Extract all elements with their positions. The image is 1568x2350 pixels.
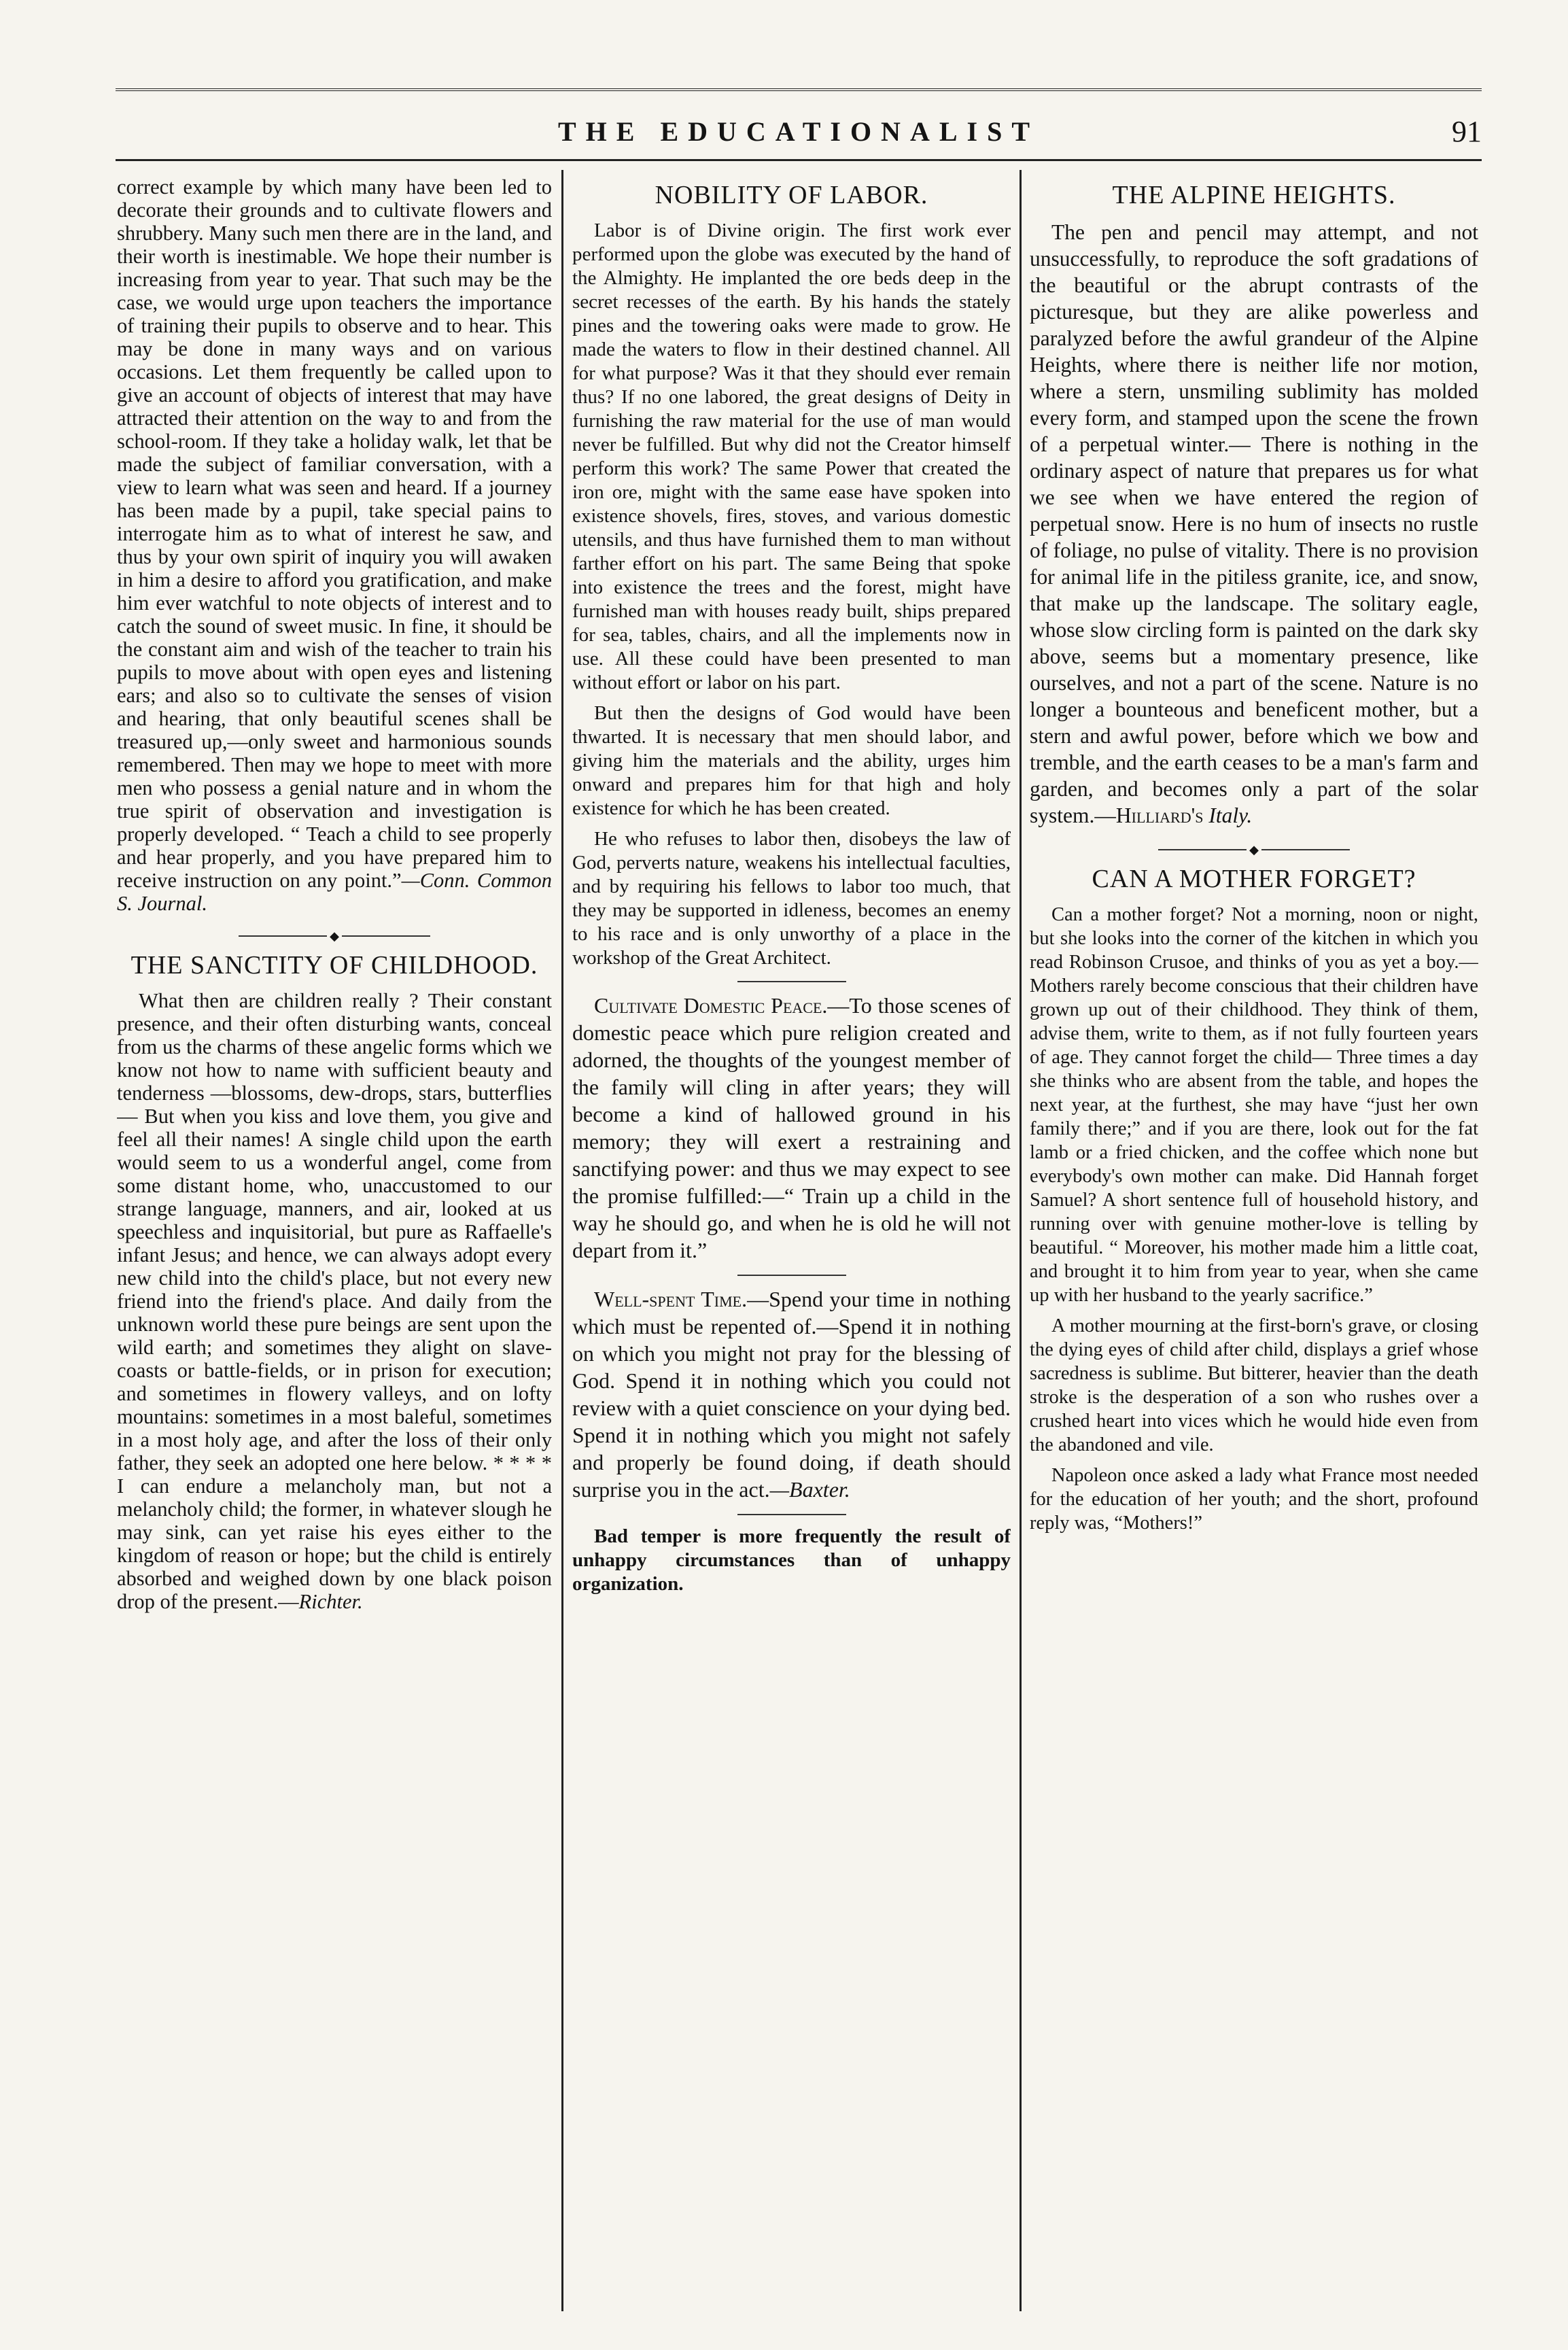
domestic-peace-body: —To those scenes of domestic peace which pure religion created and adorned, the thoughts of the youngest member of the family will cling in after years; they will become a kind of hallowed ground in his memory; they will exert a restraining and sanctifying power: and thus we may expect to see the promise fulfilled:—“ Train up a child in the way he should go, and when he is old he will not depart from it.” [572,993,1011,1262]
page-header [116,102,1482,156]
nobility-paragraph-2: But then the designs of God would have been thwarted. It is necessary that men should labor, and giving him the materials and the ability, urges him onward and prepares him for that high and holy existence for which he has been created. [572,702,1011,819]
alpine-article [1030,219,1478,829]
column-divider-2 [1020,170,1022,2311]
well-spent-time-body: —Spend your time in nothing which must be repented of.—Spend it in nothing on which you might not pray for the blessing of God. Spend it in nothing which you could not review with a quiet conscience on your dying bed. Spend it in nothing which you might not safely and properly be found doing, if death should surprise you in the act. [572,1287,1011,1502]
intro-article-source: —Conn. Common S. Journal. [117,869,552,915]
nobility-paragraph-1: Labor is of Divine origin. The first work ever performed upon the globe was executed by the hand of the Almighty. He implanted the ore beds deep in the secret recesses of the earth. By his hands the stately pines and the towering oaks were made to grow. He made the waters to flow in their destined channel. All for what purpose? Was it that they should ever remain thus? If no one labored, the great designs of Deity in furnishing the raw material for the use of man would never be fulfilled. But why did not the Creator himself perform this work? The same Power that created the iron ore, might with the same ease have spoken into existence shovels, fires, stoves, and various domestic utensils, and thus have furnished them to man without farther effort on his part. The same Being that spoke into existence the trees and the forest, might have furnished man with houses ready built, ships prepared for sea, tables, chairs, and all the implements now in use. All these could have been presented to man without effort or labor on his part. [572,220,1011,693]
sanctity-heading: THE SANCTITY OF CHILDHOOD. [130,951,538,980]
alpine-source-work: Italy. [1208,804,1253,827]
nobility-heading: NOBILITY OF LABOR. [655,181,928,209]
mother-paragraph-1: Can a mother forget? Not a morning, noon or night, but she looks into the corner of the kitchen in which you read Robinson Crusoe, and thinks of you as yet a boy.— Mothers rarely become conscious that their children have grown up out of their childhood. They think of them, advise them, write to them, as if not fully fourteen years of age. They cannot forget the child— Three times a day she thinks who are absent from the table, and hopes the next year, at the furthest, she may have “just her own family there;” and if you are there, look out for the fat lamb or a fried chicken, and the coffee which none but everybody's own mother can make. Did Hannah forget Samuel? A short sentence full of household history, and running over with genuine mother-love is telling by beautiful. “ Moreover, his mother made him a little coat, and brought it to him from year to year, when she came up with her husband to the yearly sacrifice.” [1030,903,1478,1306]
section-separator [737,981,846,982]
intro-article-text: correct example by which many have been led to decorate their grounds and to cultivate flowers and shrubbery. Many such men there are in the land, and their worth is inestimable. We hope their number is increasing from year to year. That such may be the case, we would urge upon teachers the importance of training their pupils to observe and to hear. This may be done in many ways and on various occasions. Let them frequently be called upon to give an account of objects of interest that may have attracted their attention on the way to and from the school-room. If they take a holiday walk, let that be made the subject of familiar conversation, with a view to learn what was seen and heard. If a journey has been made by a pupil, take special pains to interrogate him as to what of interest he saw, and thus by your own spirit of inquiry you will awaken in him a desire to afford you gratification, and make him ever watchful to note objects of interest and to catch the sound of sweet music. In fine, it should be the constant aim and wish of the teacher to train his pupils to move about with open eyes and listening ears; and also so to cultivate the senses of vision and hearing, that only beautiful scenes shall be treasured up,—only sweet and harmonious sounds remembered. Then may we hope to meet with more men who possess a genial nature and in whom the true spirit of observation and investigation is properly developed. “ Teach a child to see properly and hear properly, and you have prepared him to receive instruction on any point.” [117,175,552,892]
sanctity-source: Richter. [298,1590,363,1613]
alpine-heading: THE ALPINE HEIGHTS. [1112,181,1396,209]
section-separator [737,1514,846,1515]
well-spent-time-lead: Well-spent Time. [594,1287,748,1311]
sanctity-article [117,989,552,1613]
sanctity-body: What then are children really ? Their constant presence, and their often disturbing wants, conceal from us the charms of these angelic forms which we know not how to name with sufficient beauty and tenderness —blossoms, dew-drops, stars, butterflies — But when you kiss and love them, you give and feel all their names! A single child upon the earth would seem to us a wonderful angel, come from some distant home, who, unaccustomed to our strange language, manners, and air, looked at us speechless and inquisitorial, but pure as Raffaelle's infant Jesus; and hence, we can always adopt every new child into the child's place, but not every new friend into the friend's place. And daily from the unknown world these pure beings are sent upon the wild earth; and sometimes they alight on slave-coasts or battle-fields, or in prison for execution; and sometimes in flowery valleys, and on lofty mountains: sometimes in a most baleful, sometimes in a most holy age, and after the loss of their only father, they seek an adopted one here below. * * * * I can endure a melancholy man, but not a melancholy child; the former, in whatever slough he may sink, can yet raise his eyes either to the kingdom of reason or hope; but the child is entirely absorbed and weighed down by one black poison drop of the present.— [117,989,552,1613]
domestic-peace-article [572,992,1011,1264]
mother-heading: CAN A MOTHER FORGET? [1092,864,1416,893]
page-number: 91 [1452,115,1482,148]
intro-article [117,175,552,915]
domestic-peace-lead: Cultivate Domestic Peace. [594,993,828,1018]
well-spent-time-source: —Baxter. [769,1477,850,1502]
section-separator [737,1275,846,1276]
mother-paragraph-2: A mother mourning at the first-born's grave, or closing the dying eyes of child after child, displays a grief whose sacredness is sublime. But bitterer, heavier than the death stroke is the desperation of a son who rushes over a crushed heart into vices which he would hide even from the abandoned and vile. [1030,1315,1478,1455]
mother-paragraph-3: Napoleon once asked a lady what France most needed for the education of her youth; and the short, profound reply was, “Mothers!” [1030,1464,1478,1534]
masthead-title: THE EDUCATIONALIST [557,116,1040,147]
section-separator: ◆ [117,927,552,943]
temper-note: Bad temper is more frequently the result of unhappy circumstances than of unhappy organization. [572,1525,1011,1595]
well-spent-time-article [572,1285,1011,1503]
header-rule [116,159,1482,161]
nobility-paragraph-3: He who refuses to labor then, disobeys the law of God, perverts nature, weakens his intellectual faculties, and by requiring his fellows to labor too much, that they may be supported in idleness, becomes an enemy to his race and is only unworthy of a place in the workshop of the Great Architect. [572,828,1011,969]
column-left [117,175,552,2323]
column-divider-1 [561,170,563,2311]
section-separator: ◆ [1030,841,1478,857]
alpine-source-name: Hilliard's [1115,804,1204,827]
top-border-rule [116,88,1482,91]
alpine-body: The pen and pencil may attempt, and not unsuccessfully, to reproduce the soft gradations of the beautiful or the abrupt contrasts of the picturesque, but they are alike powerless and paralyzed before the awful grandeur of the Alpine Heights, where there is neither life nor motion, where a stern, unsmiling sublimity has molded every form, and stamped upon the scene the frown of a perpetual winter.— There is nothing in the ordinary aspect of nature that prepares us for what we see when we have entered the region of perpetual snow. Here is no hum of insects no rustle of foliage, no pulse of vitality. There is no provision for animal life in the pitiless granite, ice, and snow, that make up the landscape. The solitary eagle, whose slow circling form is painted on the dark sky above, seems but a momentary presence, like ourselves, and not a part of the scene. Nature is no longer a bounteous and beneficent mother, but a stern and awful power, before which we bow and tremble, and the earth ceases to be a man's farm and garden, and becomes only a part of the solar system.— [1030,220,1478,827]
column-right [1030,175,1478,2323]
column-middle [572,175,1011,2323]
